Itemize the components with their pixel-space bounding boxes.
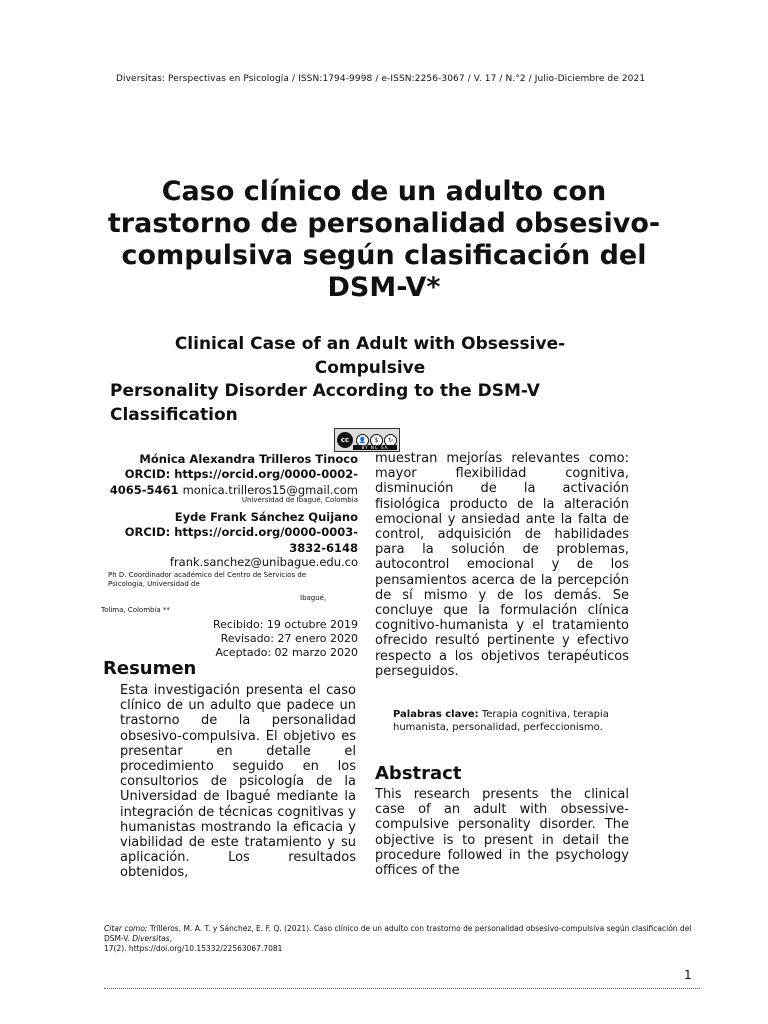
author-name-1: Mónica Alexandra Trilleros Tinoco [139, 452, 358, 466]
author-orcid-2[interactable]: ORCID: https://orcid.org/0000-0003-3832-6148 [124, 525, 358, 555]
citation-comma: , [169, 934, 173, 943]
author-name-2: Eyde Frank Sánchez Quijano [174, 510, 358, 524]
orcid-link[interactable]: ORCID: https://orcid.org/0000-0002-4065-5461 [109, 467, 358, 497]
cc-badge: cc [337, 432, 353, 448]
nc-icon: $ [370, 434, 383, 447]
article-title: Caso clínico de un adulto con trastorno de personalidad obsesivo-compulsiva según clasificación del DSM-V* [107, 176, 661, 303]
footer-divider [104, 988, 700, 989]
journal-header: Diversitas: Perspectivas en Psicología / ISSN:1794-9998 / e-ISSN:2256-3067 / V. 17 / N.°2 / Julio-Diciembre de 2021 [116, 74, 646, 84]
resumen-text: Esta investigación presenta el caso clínico de un adulto que padece un trastorno de la personalidad obsesivo-compulsiva. El objetivo es presentar en detalle el procedimiento seguido en los consultorios de psicología de la Universidad de Ibagué mediante la integración de técnicas cognitivas y humanistas mostrando la eficacia y viabilidad de este tratamiento y su aplicación. Los resultados obtenidos, [120, 683, 356, 881]
abstract-heading: Abstract [375, 763, 462, 784]
license-part: NC [370, 445, 379, 450]
citation [104, 924, 700, 954]
date-received: Recibido: 19 octubre 2019 [212, 618, 358, 631]
license-part: SA [380, 445, 389, 450]
keywords [393, 709, 629, 734]
citation-label: Citar como: [104, 924, 148, 933]
date-accepted: Aceptado: 02 marzo 2020 [215, 646, 358, 659]
page-number: 1 [684, 968, 692, 982]
citation-text: Trilleros, M. A. T. y Sánchez, E. F. Q. (2021). Caso clínico de un adulto con trastorno de personalidad obsesivo-compulsiva según clasificación del DSM-V. [104, 924, 692, 943]
author-affiliation-2b: Ibagué, [300, 594, 327, 602]
author-orcid-1[interactable] [100, 467, 358, 498]
date-revised: Revisado: 27 enero 2020 [220, 632, 358, 645]
author-email-2[interactable]: frank.sanchez@unibague.edu.co [169, 555, 358, 569]
by-icon: 👤 [356, 434, 369, 447]
sa-icon: ↻ [384, 434, 397, 447]
license-parts [353, 445, 397, 450]
author-affiliation-2c: Tolima, Colombia ** [101, 606, 170, 614]
english-title-line-1: Clinical Case of an Adult with Obsessive-Compulsive [174, 334, 566, 378]
author-affiliation-1: Universidad de Ibagué, Colombia [241, 496, 358, 504]
author-email-1[interactable]: monica.trilleros15@gmail.com [182, 482, 358, 497]
author-affiliation-2a: Ph D. Coordinador académico del Centro de Servicios de Psicología, Universidad de [108, 571, 307, 588]
keywords-text: Terapia cognitiva, terapia humanista, personalidad, perfeccionismo. [393, 709, 609, 733]
keywords-label: Palabras clave: [393, 709, 479, 720]
creative-commons-license-icon[interactable] [334, 428, 400, 452]
resumen-heading: Resumen [103, 658, 197, 679]
abstract-text: This research presents the clinical case of an adult with obsessive-compulsive personality disorder. The objective is to present in detail the procedure followed in the psychology offices of the [375, 787, 629, 879]
citation-journal: Diversitas [132, 934, 170, 943]
license-part: BY [361, 445, 369, 450]
english-title-line-2: Personality Disorder According to the DSM-V Classification [110, 381, 540, 425]
resumen-continuation: muestran mejorías relevantes como: mayor flexibilidad cognitiva, disminución de la activación fisiológica producto de la alteración emocional y ansiedad ante la falta de control, adquisición de habilidades para la solución de problemas, autocontrol emocional y de los pensamientos acerca de la percepción de sí mismo y de los demás. Se concluye que la formulación clínica cognitivo-humanista y el tratamiento ofrecido resultó pertinente y efectivo respecto a los objetivos terapéuticos perseguidos. [375, 451, 629, 679]
citation-doi[interactable]: 17(2). https://doi.org/10.15332/22563067.7081 [104, 944, 283, 953]
